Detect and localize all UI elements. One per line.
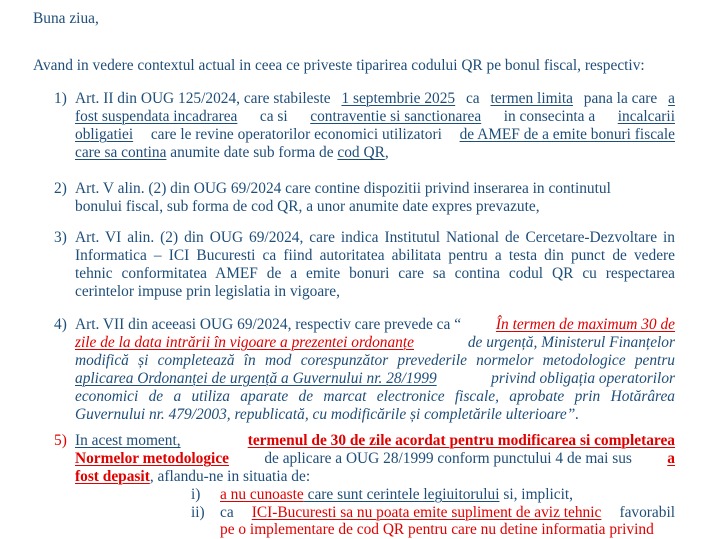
text: Art. V alin. (2) din OUG 69/2024 care contine dispozitii privind inserarea in continutul [75, 180, 611, 197]
quote-start: În termen de maximum 30 de [495, 316, 675, 333]
text: care sa contina [75, 144, 167, 161]
text: a [667, 450, 675, 467]
text: in consecinta a [499, 108, 600, 125]
text: economici de a utiliza aparate de marcat electronice fiscale, aprobate prin Hotărârea [75, 388, 675, 405]
text: a nu cunoaste [220, 486, 304, 503]
sub-number: i) [191, 486, 201, 503]
text: , [384, 144, 389, 161]
text: privind obligația operatorilor [487, 370, 675, 387]
text: Informatica – ICI Bucuresti ca fiind autoritatea abilitata pentru a testa din punct de vedere [75, 247, 675, 264]
text: pana la care [579, 90, 662, 107]
text: pe o implementare de cod QR pentru care nu detine informatia privind [220, 521, 654, 538]
text: , aflandu-ne in situatia de: [149, 468, 311, 485]
text: si, implicit, [499, 486, 574, 503]
text: care le revine operatorilor economici utilizatori [147, 126, 446, 143]
item-number: 4) [54, 316, 67, 333]
highlight-depasit: fost depasit [75, 468, 150, 485]
text: anumite date sub forma de [166, 144, 338, 161]
text: In acest moment, [75, 432, 181, 449]
termen-limita: termen limita [490, 90, 573, 107]
text: Art. VI alin. (2) din OUG 69/2024, care indica Institutul National de Cercetare-Dezvoltare in [75, 229, 675, 246]
text: Art. VII din aceeasi OUG 69/2024, respectiv care prevede ca “ [75, 316, 462, 333]
text: fost suspendata incadrarea [75, 108, 238, 125]
text: ca [220, 504, 238, 521]
item-number: 1) [54, 90, 67, 107]
text: cerintelor impuse prin legislatia in vigoare, [75, 283, 340, 300]
greeting: Buna ziua, [33, 10, 99, 27]
text: ca [462, 90, 484, 107]
text: de AMEF de a emite bonuri fiscale [459, 126, 675, 143]
text: a [668, 90, 675, 107]
item-number: 5) [54, 432, 67, 449]
text: ICI-Bucuresti sa nu poata emite supliment de aviz tehnic [251, 504, 602, 521]
text: Art. II din OUG 125/2024, care stabileste [75, 90, 335, 107]
text: obligatiei [75, 126, 134, 143]
text: ca si [256, 108, 292, 125]
text: de urgență, Ministerul Finanțelor [463, 334, 675, 351]
text: de aplicare a OUG 28/1999 conform punctului 4 de mai sus [260, 450, 636, 467]
item-number: 2) [54, 180, 67, 197]
text: favorabil [615, 504, 675, 521]
text: modifică și completează în mod corespunzător prevederile normelor metodologice pentru [75, 352, 675, 369]
item-number: 3) [54, 229, 67, 246]
text: Guvernului nr. 479/2003, republicată, cu modificările și completările ulterioare”. [75, 406, 580, 423]
intro: Avand in vedere contextul actual in ceea ce priveste tiparirea codului QR pe bonul fiscal, respectiv: [33, 57, 645, 74]
text: bonului fiscal, sub forma de cod QR, a unor anumite date expres prevazute, [75, 198, 540, 215]
text: aplicarea Ordonanței de urgență a Guvernului nr. 28/1999 [75, 370, 437, 387]
quote-red: zile de la data intrării în vigoare a prezentei ordonanțe [75, 334, 414, 351]
highlight-normelor: Normelor metodologice [75, 450, 229, 467]
date-link: 1 septembrie 2025 [341, 90, 456, 107]
text: cod QR [337, 144, 385, 161]
text: care sunt cerintele legiuitorului [303, 486, 500, 503]
sub-number: ii) [191, 504, 205, 521]
text: tehnic conformitatea AMEF de a emite bonuri care sa contina codul QR cu respectarea [75, 265, 675, 282]
text: contraventie si sanctionarea [310, 108, 482, 125]
text: incalcarii [617, 108, 675, 125]
highlight-termen: termenul de 30 de zile acordat pentru modificarea si completarea [247, 432, 675, 449]
